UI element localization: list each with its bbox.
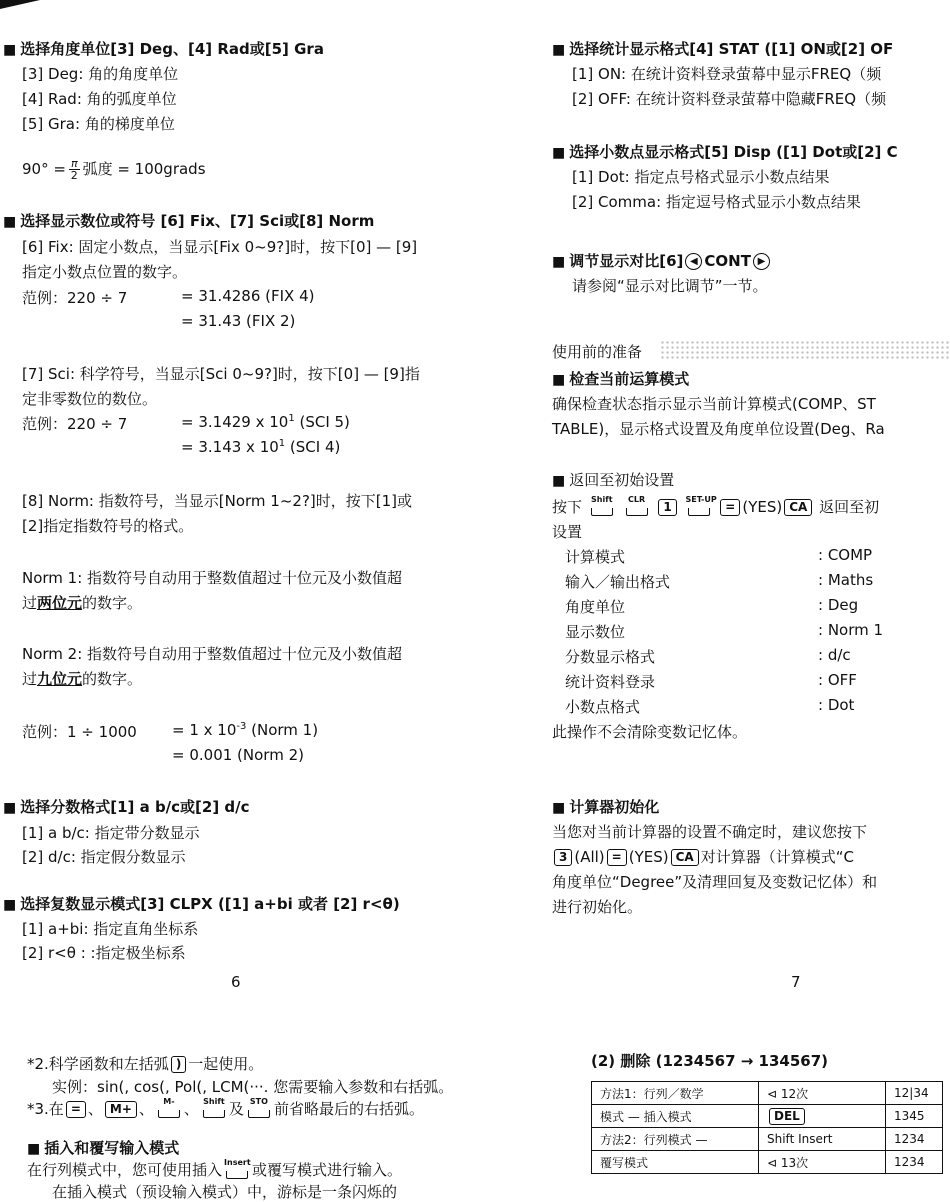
square-bullet-icon: ■ — [3, 214, 17, 230]
table-row — [592, 1128, 943, 1151]
equals-key-icon: = — [66, 1101, 86, 1118]
note3-line: *3.在 = 、 M+ 、 M- 、 Shift 及 STO 前省略最后的右括弧。 — [27, 1096, 424, 1118]
setting-value: : OFF — [818, 671, 857, 689]
table-cell: 模式 — 插入模式 — [592, 1105, 759, 1128]
sci-example-label: 范例：220 ÷ 7 — [22, 415, 128, 433]
section-title-texture — [660, 340, 950, 360]
square-bullet-icon: ■ — [27, 1141, 41, 1157]
table-cell: 1345 — [886, 1105, 943, 1128]
setting-name: 统计资料登录 — [565, 673, 656, 691]
equals-key-icon: = — [720, 499, 740, 516]
table-row — [592, 1082, 943, 1105]
init-line1: 当您对当前计算器的设置不确定时，建议您按下 — [552, 823, 868, 841]
setting-name: 分数显示格式 — [565, 648, 656, 666]
table-cell: 方法1：行列／数学 — [592, 1082, 759, 1105]
corner-crop-mark — [0, 0, 40, 9]
square-bullet-icon: ■ — [552, 372, 566, 388]
init-line3: 角度单位“Degree”及清理回复及变数记忆体）和 — [552, 873, 878, 891]
prep-section-title: 使用前的准备 — [552, 343, 643, 361]
square-bullet-icon: ■ — [3, 800, 17, 816]
fix-line1: [6] Fix: 固定小数点，当显示[Fix 0~9?]时，按下[0] — [9] — [22, 238, 418, 256]
shift-key-icon: Shift — [201, 1101, 227, 1119]
insert-line1: 在行列模式中，您可使用插入 Insert 或覆写模式进行输入。 — [27, 1157, 403, 1179]
stat-off: [2] OFF: 在统计资料登录萤幕中隐藏FREQ（频 — [572, 90, 887, 108]
fraction-abc: [1] a b/c: 指定带分数显示 — [22, 824, 200, 842]
square-bullet-icon: ■ — [552, 42, 566, 58]
table-cell: 方法2：行列模式 — — [592, 1128, 759, 1151]
setting-value: : COMP — [818, 546, 873, 564]
fraction-dc: [2] d/c: 指定假分数显示 — [22, 848, 186, 866]
del-key-icon: DEL — [769, 1108, 805, 1125]
pi-over-two-fraction: $\frac{\pi}{2}$ — [70, 157, 78, 182]
norm2-line1: Norm 2: 指数符号自动用于整数值超过十位元及小数值超 — [22, 645, 403, 663]
right-arrow-key-icon: ▶ — [753, 253, 770, 270]
delete-heading: (2) 删除 (1234567 → 134567) — [591, 1052, 828, 1070]
table-row — [592, 1105, 943, 1128]
table-cell: 覆写模式 — [592, 1151, 759, 1174]
square-bullet-icon: ■ — [552, 800, 566, 816]
decimal-dot: [1] Dot: 指定点号格式显示小数点结果 — [572, 168, 830, 186]
complex-rect: [1] a+bi: 指定直角坐标系 — [22, 920, 199, 938]
display-digits-heading: ■ 选择显示数位或符号 [6] Fix、[7] Sci或[8] Norm — [3, 212, 375, 230]
norm-line2: [2]指定指数符号的格式。 — [22, 517, 194, 535]
square-bullet-icon: ■ — [552, 473, 566, 489]
setting-name: 输入／输出格式 — [565, 573, 671, 591]
stat-on: [1] ON: 在统计资料登录萤幕中显示FREQ（频 — [572, 65, 882, 83]
insert-heading: ■ 插入和覆写输入模式 — [27, 1139, 180, 1157]
angle-unit-rad: [4] Rad: 角的弧度单位 — [22, 90, 177, 108]
stat-format-heading: ■ 选择统计显示格式[4] STAT ([1] ON或[2] OF — [552, 40, 894, 58]
note2-line: *2.科学函数和左括弧 ) 一起使用。 — [27, 1055, 264, 1073]
setting-name: 计算模式 — [565, 548, 626, 566]
ca-key-icon: CA — [784, 499, 812, 516]
check-mode-line2: TABLE)，显示格式设置及角度单位设置(Deg、Ra — [552, 420, 885, 438]
setting-value: : Norm 1 — [818, 621, 884, 639]
right-paren-key-icon: ) — [171, 1056, 186, 1073]
key-1-icon: 1 — [658, 499, 676, 516]
angle-equation: 90° = $\frac{\pi}{2}$ 弧度 = 100grads — [22, 157, 206, 182]
setting-name: 显示数位 — [565, 623, 626, 641]
table-cell: 12|34 — [886, 1082, 943, 1105]
m-plus-key-icon: M+ — [105, 1101, 137, 1118]
angle-unit-heading: ■ 选择角度单位[3] Deg、[4] Rad或[5] Gra — [3, 40, 324, 58]
key-3-icon: 3 — [554, 849, 572, 866]
sto-key-icon: STO — [246, 1101, 272, 1119]
reset-heading: ■ 返回至初始设置 — [552, 471, 675, 489]
equals-key-icon: = — [607, 849, 627, 866]
table-row — [592, 1151, 943, 1174]
clr-key-icon: CLR — [624, 499, 650, 517]
setting-value: : d/c — [818, 646, 851, 664]
complex-polar: [2] r<θ : :指定极坐标系 — [22, 944, 186, 962]
sci-line2: 定非零数位的数位。 — [22, 390, 158, 408]
table-cell: ⊲ 13次 — [759, 1151, 886, 1174]
setting-value: : Deg — [818, 596, 859, 614]
setting-value: : Maths — [818, 571, 874, 589]
shift-key-icon: Shift — [589, 499, 615, 517]
norm-example-label: 范例：1 ÷ 1000 — [22, 723, 137, 741]
init-line2: 3 (All) = (YES) CA 对计算器（计算模式“C — [552, 846, 854, 867]
angle-unit-gra: [5] Gra: 角的梯度单位 — [22, 115, 175, 133]
sci-line1: [7] Sci: 科学符号，当显示[Sci 0~9?]时，按下[0] — [9]指 — [22, 365, 420, 383]
norm1-line2: 过两位元的数字。 — [22, 594, 143, 612]
square-bullet-icon: ■ — [552, 254, 566, 270]
square-bullet-icon: ■ — [3, 42, 17, 58]
note2-example: 实例：sin(, cos(, Pol(, LCM(···. 您需要输入参数和右括弧。 — [52, 1078, 454, 1096]
left-arrow-key-icon: ◀ — [685, 253, 702, 270]
table-cell: ⊲ 12次 — [759, 1082, 886, 1105]
norm2-line2: 过九位元的数字。 — [22, 670, 143, 688]
contrast-note: 请参阅“显示对比调节”一节。 — [572, 277, 768, 295]
init-heading: ■ 计算器初始化 — [552, 798, 660, 816]
page-number-6: 6 — [231, 973, 241, 991]
setting-name: 角度单位 — [565, 598, 626, 616]
setting-name: 小数点格式 — [565, 698, 641, 716]
insert-key-icon: Insert — [224, 1162, 250, 1180]
table-cell: Shift Insert — [759, 1128, 886, 1151]
fix-result1: = 31.4286 (FIX 4) — [181, 287, 315, 305]
table-cell: 1234 — [886, 1151, 943, 1174]
norm1-line1: Norm 1: 指数符号自动用于整数值超过十位元及小数值超 — [22, 569, 403, 587]
reset-line1: 按下 Shift CLR 1 SET-UP = (YES) CA 返回至初 — [552, 494, 880, 516]
contrast-heading: ■ 调节显示对比[6] ◀ CONT ▶ — [552, 250, 772, 271]
setting-value: : Dot — [818, 696, 855, 714]
fix-line2: 指定小数点位置的数字。 — [22, 263, 188, 281]
sci-result1: = 3.1429 x $10^1$ (SCI 5) — [181, 413, 350, 431]
fraction-heading: ■ 选择分数格式[1] a b/c或[2] d/c — [3, 798, 250, 816]
check-mode-heading: ■ 检查当前运算模式 — [552, 370, 690, 388]
norm-line1: [8] Norm: 指数符号，当显示[Norm 1~2?]时，按下[1]或 — [22, 492, 413, 510]
sci-result2: = 3.143 x $10^1$ (SCI 4) — [181, 438, 341, 456]
decimal-comma: [2] Comma: 指定逗号格式显示小数点结果 — [572, 193, 861, 211]
init-line4: 进行初始化。 — [552, 898, 643, 916]
setup-key-icon: SET-UP — [686, 499, 712, 517]
fix-example-label: 范例：220 ÷ 7 — [22, 289, 128, 307]
fix-result2: = 31.43 (FIX 2) — [181, 312, 296, 330]
ca-key-icon: CA — [671, 849, 699, 866]
check-mode-line1: 确保检查状态指示显示当前计算模式(COMP、ST — [552, 395, 876, 413]
square-bullet-icon: ■ — [3, 897, 17, 913]
table-cell: 1234 — [886, 1128, 943, 1151]
norm-result2: = 0.001 (Norm 2) — [172, 746, 304, 764]
m-minus-key-icon: M- — [156, 1101, 182, 1119]
delete-methods-table — [591, 1081, 943, 1174]
reset-note: 此操作不会清除变数记忆体。 — [552, 723, 748, 741]
square-bullet-icon: ■ — [552, 145, 566, 161]
insert-line2: 在插入模式（预设输入模式）中，游标是一条闪烁的 — [52, 1183, 398, 1201]
reset-line2: 设置 — [552, 523, 583, 541]
table-cell — [759, 1105, 886, 1128]
decimal-format-heading: ■ 选择小数点显示格式[5] Disp ([1] Dot或[2] C — [552, 143, 898, 161]
page-number-7: 7 — [791, 973, 801, 991]
angle-unit-deg: [3] Deg: 角的角度单位 — [22, 65, 179, 83]
norm-result1: = 1 x $10^{-3}$ (Norm 1) — [172, 721, 319, 739]
complex-heading: ■ 选择复数显示模式[3] CLPX ([1] a+bi 或者 [2] r<θ) — [3, 895, 400, 913]
